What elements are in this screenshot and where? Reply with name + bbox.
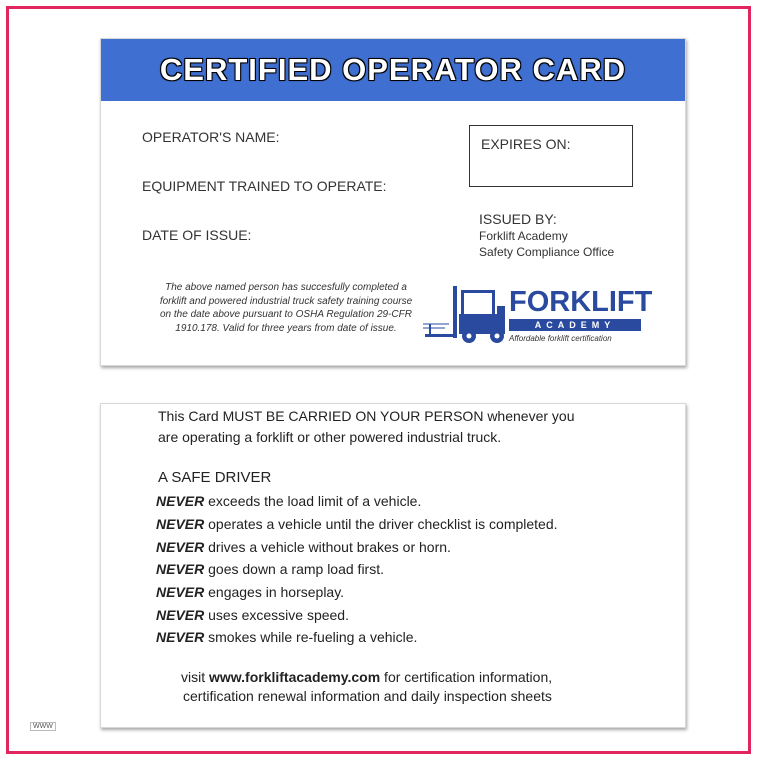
card-title: CERTIFIED OPERATOR CARD <box>159 52 627 87</box>
forklift-academy-logo <box>423 284 653 346</box>
rule-item: NEVER uses excessive speed. <box>156 607 349 623</box>
rule-item: NEVER exceeds the load limit of a vehicle. <box>156 493 422 509</box>
rule-item: NEVER smokes while re-fueling a vehicle. <box>156 629 418 645</box>
logo-word-forklift: FORKLIFT <box>509 286 653 318</box>
logo-word-academy: ACADEMY <box>509 319 641 331</box>
rule-item: NEVER drives a vehicle without brakes or horn. <box>156 539 451 555</box>
visit-line-1: visit www.forkliftacademy.com for certification information, <box>181 669 553 685</box>
card-front <box>100 38 686 366</box>
rule-item: NEVER engages in horseplay. <box>156 584 345 600</box>
disclaimer-line: forklift and powered industrial truck safety training course <box>159 295 413 307</box>
disclaimer-text <box>141 281 431 335</box>
expires-label: EXPIRES ON: <box>481 136 571 152</box>
date-of-issue-label: DATE OF ISSUE: <box>142 227 252 243</box>
card-banner <box>101 39 685 101</box>
rule-item: NEVER operates a vehicle until the driver checklist is completed. <box>156 516 558 532</box>
logo-tagline: Affordable forklift certification <box>509 334 612 343</box>
issued-by-label: ISSUED BY: <box>479 211 557 227</box>
website-url[interactable]: www.forkliftacademy.com <box>209 669 381 685</box>
card-back <box>100 403 686 728</box>
expires-box <box>469 125 633 187</box>
issuer-line-2: Safety Compliance Office <box>479 245 615 259</box>
intro-line-1: This Card MUST BE CARRIED ON YOUR PERSON whenever you <box>158 408 575 424</box>
safe-driver-heading: A SAFE DRIVER <box>158 469 272 486</box>
disclaimer-line: on the date above pursuant to OSHA Regulation 29-CFR <box>159 309 412 320</box>
issued-by-block <box>479 211 614 259</box>
rule-item: NEVER goes down a ramp load first. <box>156 561 384 577</box>
equipment-label: EQUIPMENT TRAINED TO OPERATE: <box>142 178 387 194</box>
issuer-line-1: Forklift Academy <box>479 229 568 243</box>
intro-line-2: are operating a forklift or other powered industrial truck. <box>158 429 502 445</box>
disclaimer-line: The above named person has succesfully completed a <box>165 282 407 293</box>
visit-line-2: certification renewal information and daily inspection sheets <box>183 688 552 704</box>
operator-name-label: OPERATOR'S NAME: <box>142 129 280 145</box>
disclaimer-line: 1910.178. Valid for three years from date of issue. <box>175 322 397 334</box>
forklift-icon <box>423 284 509 344</box>
watermark-badge: WWW <box>30 722 56 731</box>
